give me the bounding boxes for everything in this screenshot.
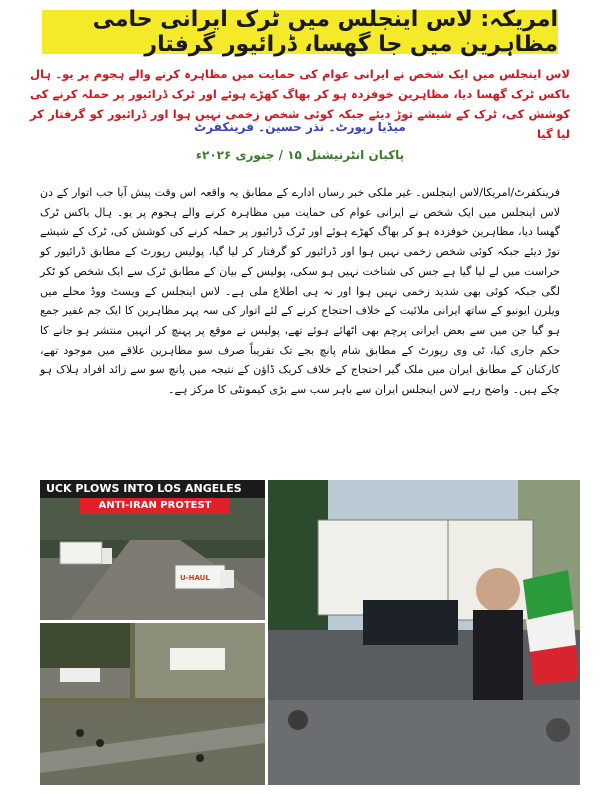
- headline: امریکہ: لاس اینجلس میں ٹرک ایرانی حامی مظاہرین میں جا گھسا، ڈرائیور گرفتار: [92, 7, 558, 57]
- byline: میڈیا رپورٹ۔ نذر حسین۔ فرینکفرٹ: [194, 120, 406, 134]
- summary-paragraph: لاس اینجلس میں ایک شخص نے ایرانی عوام کی حمایت میں مظاہرہ کرنے والے ہجوم پر یو۔ ہال باکس ٹرک گھسا دیا، مظاہرین خوفزدہ ہو کر بھاگ کھڑے ہوئے اور ٹرک ڈرائیور پر حملہ کرنے کی کوشش کی، ٹرک کے شیشے توڑ دیئے جبکہ کوئی شخص زخمی نہیں ہوا اور ڈرائیور کو گرفتار کر لیا گیا: [30, 67, 570, 141]
- dateline: پاکبان انٹرنیشنل ۱۵ / جنوری ۲۰۲۶ء: [195, 148, 405, 162]
- news-banner-line2: ANTI-IRAN PROTEST: [80, 498, 230, 514]
- street-protest-photo: [268, 480, 580, 785]
- article-body: فرینکفرٹ/امریکا/لاس اینجلس۔ غیر ملکی خبر رساں ادارے کے مطابق یہ واقعہ اس وقت پیش آیا جب اتوار کے دن لاس اینجلس میں ایک شخص نے ایرانی عوام کی حمایت میں مظاہرہ کرنے والے ہجوم پر یو۔ ہال باکس ٹرک گھسا دیا، مظاہرین خوفزدہ ہو کر بھاگ کھڑے ہوئے اور ٹرک ڈرائیور پر حملہ کرنے کی کوشش کی، ٹرک کے شیشے توڑ دیئے جبکہ کوئی شخص زخمی نہیں ہوا اور ڈرائیور کو گرفتار کر لیا گیا، پولیس رپورٹ کے مطابق ڈرائیور کو حراست میں لے لیا گیا ہے جس کی شناخت نہیں ہو سکی، پولیس کے بیان کے مطابق ٹرک سے ایک شخص کو ٹکر لگی جبکہ کوئی بھی شدید زخمی نہیں ہوا اور نہ ہی اطلاع ملی ہے۔ لاس اینجلس کے ویسٹ ووڈ محلے میں ویلرن ایونیو کے ساتھ ایرانی ملائیت کے خلاف احتجاج کرنے کے لئے اتوار کی سہ پہر مظاہرین کا ایک جم غفیر جمع ہو گیا جن میں سے بعض ایرانی پرچم بھی اٹھائے ہوئے تھے، پولیس نے موقع پر پہنچ کر انہیں منتشر ہو جانے کا حکم جاری کیا، ٹی وی رپورٹ کے مطابق شام پانچ بجے تک تقریباً صرف سو مظاہرین علاقے میں موجود تھے، کارکنان کے مطابق ایران میں ملک گیر احتجاج کے خلاف کریک ڈاؤن کے نتیجہ میں پانچ سو سے زائد افراد ہلاک ہو چکے ہیں۔ واضح رہے لاس اینجلس ایران سے باہر سب سے بڑی کیمونٹی کا مرکز ہے۔: [40, 186, 560, 397]
- aerial-news-photo: [40, 480, 265, 620]
- headline-bar: [42, 7, 558, 57]
- truck-label: U-HAUL: [180, 574, 210, 582]
- aerial-crowd-photo: [40, 623, 265, 785]
- news-banner-line1: UCK PLOWS INTO LOS ANGELES: [40, 480, 265, 498]
- photo-collage: [40, 480, 580, 785]
